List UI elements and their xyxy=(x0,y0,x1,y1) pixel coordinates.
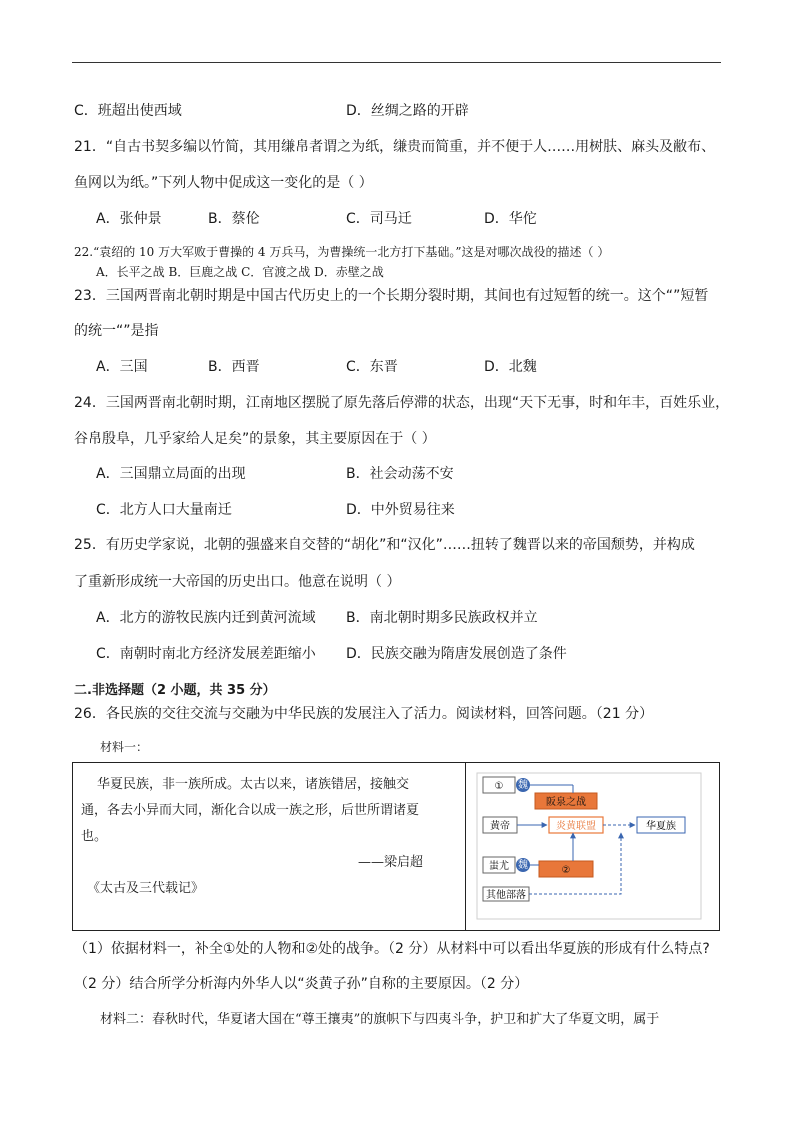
other-tribes-box xyxy=(483,887,529,901)
q23-stem-line2: 的统一“”是指 xyxy=(74,323,159,339)
q22-stem: 22.“袁绍的 10 万大军败于曹操的 4 万兵马，为曹操统一北方打下基础。”这是对哪次战役的描述（ ） xyxy=(74,245,610,259)
q26-sub1-line1: （1）依据材料一，补全①处的人物和②处的战争。（2 分）从材料中可以看出华夏族的形成有什么特点? xyxy=(74,941,710,957)
huaxia-box xyxy=(637,817,685,833)
q20-option-d[interactable]: D．丝绸之路的开辟 xyxy=(346,103,469,119)
wei-badge-bottom xyxy=(516,858,530,872)
section-heading: 二.非选择题（2 小题，共 35 分） xyxy=(74,683,276,698)
box-1-label: ① xyxy=(494,781,504,792)
wei-bottom-label: 魏 xyxy=(518,860,528,871)
quote-author: ——梁启超 xyxy=(358,855,424,870)
quote-line-1: 华夏民族，非一族所成。太古以来，诸族错居，接触交 xyxy=(97,777,410,792)
banquan-text: 阪泉之战 xyxy=(546,797,586,808)
diagram-box-2 xyxy=(539,861,593,877)
wei-badge-top xyxy=(516,778,530,792)
q21-stem-line2: 鱼网以为纸。”下列人物中促成这一变化的是（ ） xyxy=(74,175,373,191)
q21-option-b[interactable]: B．蔡伦 xyxy=(208,211,260,227)
q25-option-a[interactable]: A．北方的游牧民族内迁到黄河流域 xyxy=(96,610,316,626)
header-rule xyxy=(72,62,721,63)
q23-option-c[interactable]: C．东晋 xyxy=(346,359,398,375)
quote-line-3: 也。 xyxy=(81,829,108,844)
q24-stem-line1: 24．三国两晋南北朝时期，江南地区摆脱了原先落后停滞的状态，出现“天下无事，时和年丰，百姓乐业， xyxy=(74,395,730,411)
q24-option-d[interactable]: D．中外贸易往来 xyxy=(346,502,455,518)
q22-options[interactable]: A．长平之战 B．巨鹿之战 C．官渡之战 D．赤壁之战 xyxy=(96,265,384,279)
q26-sub1-line2: （2 分）结合所学分析海内外华人以“炎黄子孙”自称的主要原因。（2 分） xyxy=(74,976,529,992)
box-divider xyxy=(465,763,466,930)
q23-option-d[interactable]: D．北魏 xyxy=(484,359,537,375)
q23-option-b[interactable]: B．西晋 xyxy=(208,359,260,375)
q20-option-c[interactable]: C．班超出使西域 xyxy=(74,103,182,119)
q25-option-b[interactable]: B．南北朝时期多民族政权并立 xyxy=(346,610,538,626)
material2-line: 材料二：春秋时代，华夏诸大国在“尊王攘夷”的旗帜下与四夷斗争，护卫和扩大了华夏文明，属于 xyxy=(100,1012,660,1027)
q21-option-a[interactable]: A．张仲景 xyxy=(96,211,162,227)
material1-box xyxy=(72,762,720,931)
banquan-war-label xyxy=(535,793,597,809)
material1-label: 材料一： xyxy=(100,740,149,754)
wei-top-label: 魏 xyxy=(518,780,528,791)
q24-option-c[interactable]: C．北方人口大量南迁 xyxy=(96,502,232,518)
q25-stem-line1: 25．有历史学家说，北朝的强盛来自交替的“胡化”和“汉化”……扭转了魏晋以来的帝国颓势，并构成 xyxy=(74,537,695,553)
q25-option-c[interactable]: C．南朝时南北方经济发展差距缩小 xyxy=(96,646,316,662)
q21-stem-line1: 21．“自古书契多编以竹简，其用缣帛者谓之为纸，缣贵而简重，并不便于人……用树肤、麻头及敝布、 xyxy=(74,139,716,155)
quote-line-2: 通，各去小异而大同，渐化合以成一族之形，后世所谓诸夏 xyxy=(81,803,420,818)
q25-stem-line2: 了重新形成统一大帝国的历史出口。他意在说明（ ） xyxy=(74,574,401,590)
q23-stem-line1: 23．三国两晋南北朝时期是中国古代历史上的一个长期分裂时期，其间也有过短暂的统一。这个“”短暂 xyxy=(74,288,709,304)
q26-stem: 26．各民族的交往交流与交融为中华民族的发展注入了活力。阅读材料，回答问题。（21 分） xyxy=(74,706,654,722)
box-2-label: ② xyxy=(561,865,571,876)
q23-option-a[interactable]: A．三国 xyxy=(96,359,148,375)
quote-source: 《太古及三代载记》 xyxy=(87,881,205,896)
q24-option-b[interactable]: B．社会动荡不安 xyxy=(346,466,454,482)
q24-option-a[interactable]: A．三国鼎立局面的出现 xyxy=(96,466,246,482)
q25-option-d[interactable]: D．民族交融为隋唐发展创造了条件 xyxy=(346,646,567,662)
chiyou-box xyxy=(483,857,515,873)
huangdi-text: 黄帝 xyxy=(490,821,510,832)
yanhuang-box xyxy=(549,817,603,833)
ethnic-fusion-diagram xyxy=(473,771,713,923)
huangdi-box xyxy=(483,817,517,833)
other-tribes-text: 其他部落 xyxy=(486,890,526,901)
q21-option-d[interactable]: D．华佗 xyxy=(484,211,537,227)
q24-stem-line2: 谷帛殷阜，几乎家给人足矣”的景象，其主要原因在于（ ） xyxy=(74,431,436,447)
chiyou-text: 蚩尤 xyxy=(489,861,509,872)
q21-option-c[interactable]: C．司马迁 xyxy=(346,211,412,227)
diagram-box-1 xyxy=(483,777,515,793)
huaxia-text: 华夏族 xyxy=(646,821,676,832)
yanhuang-text: 炎黄联盟 xyxy=(556,821,596,832)
